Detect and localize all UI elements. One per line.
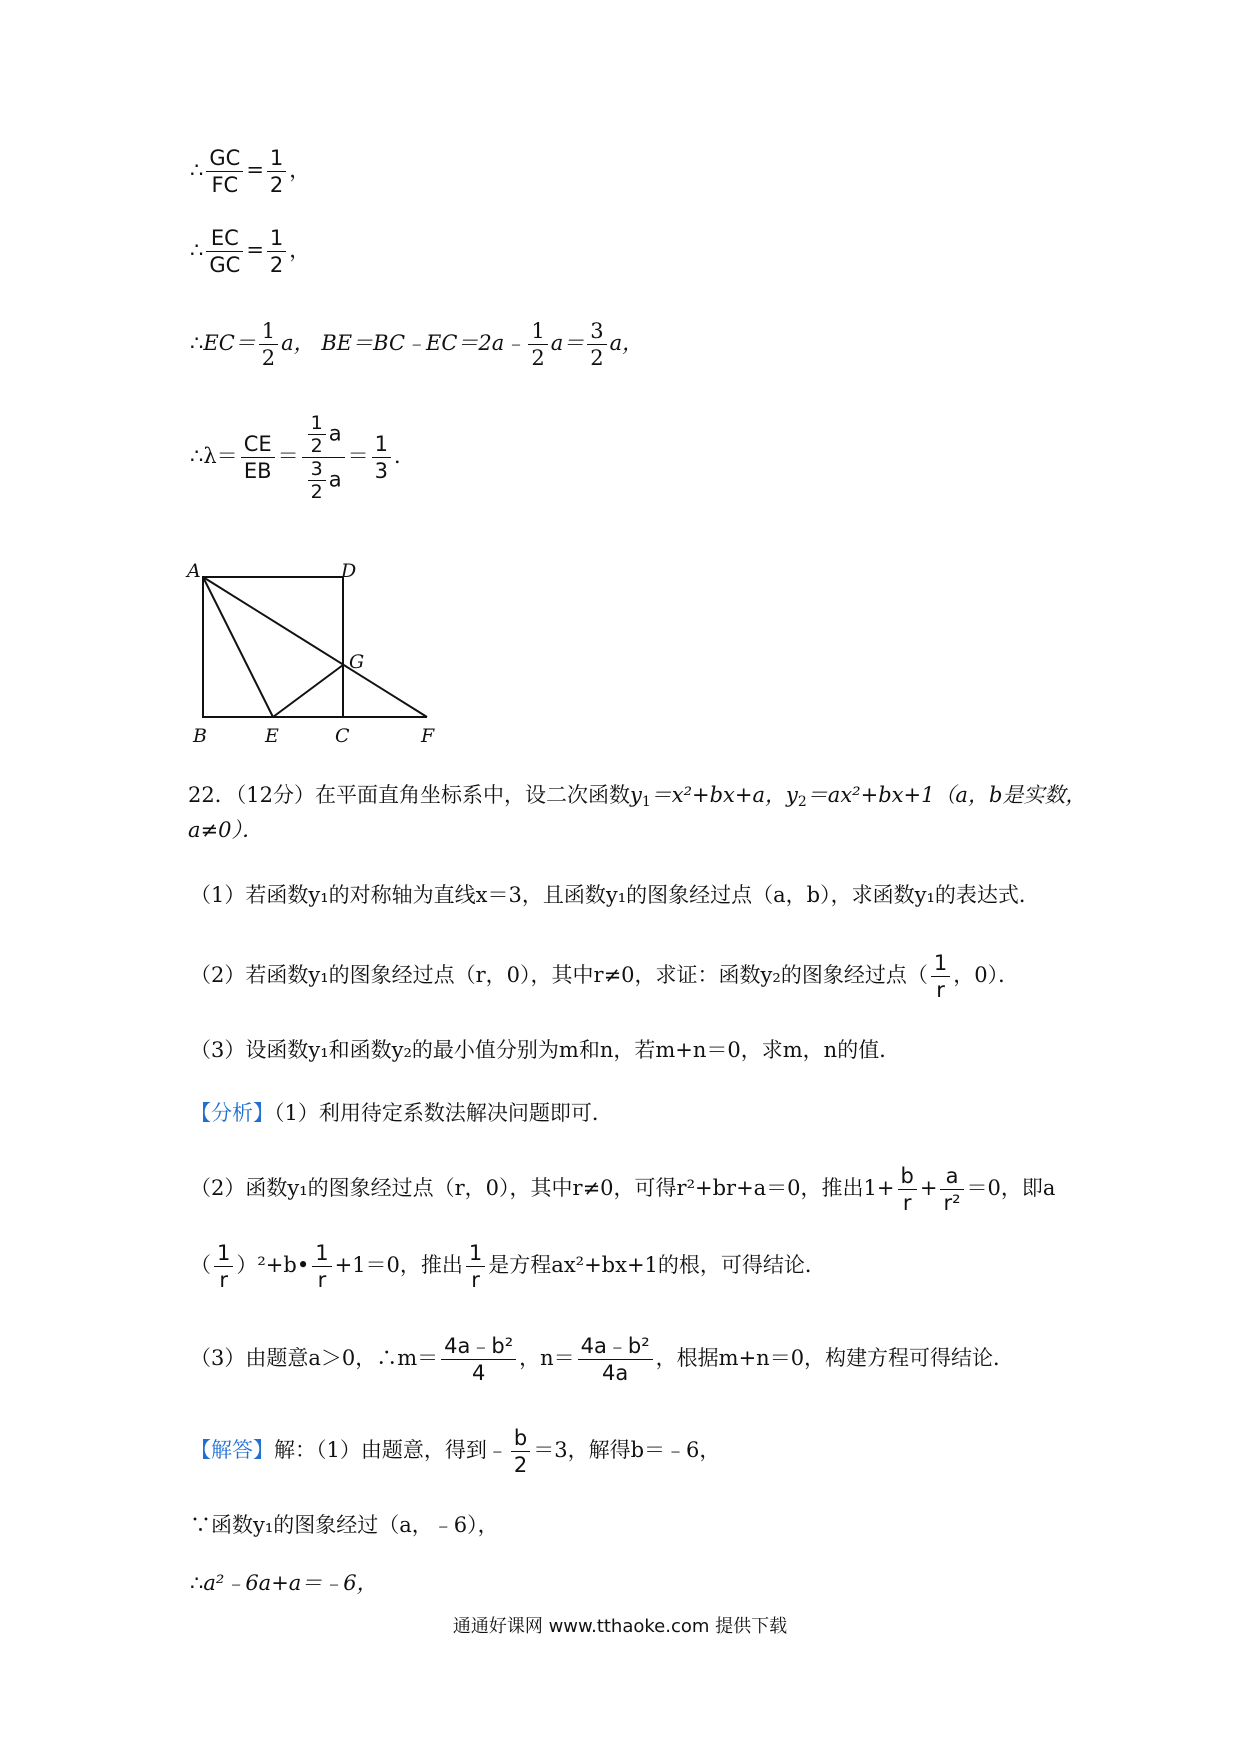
- question-part-2: （2）若函数y₁的图象经过点（r，0），其中r≠0，求证：函数y₂的图象经过点（ $\frac{1}{r}$ ，0）．: [190, 951, 1020, 1002]
- label-d: D: [341, 560, 357, 582]
- label-c: C: [335, 725, 350, 747]
- analysis-3: （3）由题意a＞0，∴m＝ $\frac{\text{4a﹣b²}}{4}$ ，n＝ $\frac{\text{4a﹣b²}}{4a}$ ，根据m+n＝0，构建方程可得结论．: [190, 1334, 1015, 1385]
- fraction: $\frac{EC}{GC}$: [206, 225, 243, 278]
- step-ec-gc: ∴ $\frac{EC}{GC}$ = $\frac{1}{2}$ ，: [190, 226, 311, 277]
- question-22-head: 22．（12分）在平面直角坐标系中，设二次函数$y_1=x^2+bx+a$，$y_2=ax^2+bx+1(a$，b是实数，: [188, 783, 1087, 810]
- fraction: $\frac{1}{2}$: [267, 225, 286, 278]
- fraction: $\frac{GC}{FC}$: [206, 145, 243, 198]
- compound-fraction: $\frac{1}{2}$ a $\frac{3}{2}$ a: [302, 412, 345, 503]
- label-e: E: [265, 725, 279, 747]
- label-b: B: [193, 725, 207, 747]
- segment-af: [203, 577, 427, 717]
- fraction: $\frac{1}{2}$: [259, 318, 278, 371]
- analysis-2: （2）函数y₁的图象经过点（r，0），其中r≠0，可得r²+br+a＝0，推出1+ $\frac{b}{r}$ + $\frac{a}{\text{r²}}$ ＝0，即a: [190, 1164, 1056, 1215]
- fraction: $\frac{\text{4a﹣b²}}{4a}$: [578, 1333, 653, 1386]
- question-22-cond: a≠0）．: [188, 818, 263, 842]
- analysis-2-cont: （ $\frac{1}{r}$ ）²+b• $\frac{1}{r}$ +1＝0，推出 $\frac{1}{r}$ 是方程ax²+bx+1的根，可得结论．: [190, 1241, 826, 1292]
- fraction: $\frac{1}{r}$: [466, 1240, 485, 1293]
- label-g: G: [349, 651, 365, 673]
- page-footer: 通通好课网 www.tthaoke.com 提供下载: [452, 1616, 788, 1637]
- fraction: $\frac{1}{r}$: [312, 1240, 331, 1293]
- fraction: $\frac{1}{2}$: [267, 145, 286, 198]
- solution-1: 【解答】解：（1）由题意，得到﹣ $\frac{b}{2}$ ＝3，解得b＝﹣6，: [190, 1426, 721, 1477]
- fraction: $\frac{\text{4a﹣b²}}{4}$: [441, 1333, 516, 1386]
- fraction: $\frac{1}{r}$: [931, 950, 950, 1003]
- question-part-3: （3）设函数y₁和函数y₂的最小值分别为m和n，若m+n＝0，求m，n的值．: [190, 1038, 901, 1062]
- step-ec-value: ∴EC＝ $\frac{1}{2}$ a， BE＝BC﹣EC＝2a﹣ $\frac{1}{2}$ a＝ $\frac{3}{2}$ a，: [190, 319, 644, 370]
- fraction: $\frac{3}{2}$: [587, 318, 606, 371]
- step-lambda: ∴λ＝ $\frac{CE}{EB}$ ＝ $\frac{1}{2}$ a $\frac{3}{2}$ a ＝ $\frac{1}{3}$ ．: [190, 412, 415, 503]
- fraction: $\frac{a}{\text{r²}}$: [940, 1163, 963, 1216]
- square-abcd: [203, 577, 343, 717]
- segment-eg: [273, 665, 343, 717]
- solution-2: ∵函数y₁的图象经过（a，﹣6），: [190, 1513, 499, 1537]
- geometry-figure: [185, 560, 445, 750]
- fraction: $\frac{b}{2}$: [511, 1425, 530, 1478]
- analysis-tag: 【分析】: [190, 1101, 274, 1125]
- label-f: F: [421, 725, 435, 747]
- fraction: $\frac{CE}{EB}$: [241, 431, 275, 484]
- fraction: $\frac{1}{r}$: [214, 1240, 233, 1293]
- fraction: $\frac{1}{2}$: [528, 318, 547, 371]
- analysis-1: 【分析】（1）利用待定系数法解决问题即可．: [190, 1101, 613, 1125]
- solution-tag: 【解答】: [190, 1438, 274, 1462]
- fraction: $\frac{b}{r}$: [898, 1163, 917, 1216]
- solution-3: ∴a²﹣6a+a＝﹣6，: [190, 1571, 378, 1595]
- label-a: A: [187, 560, 201, 582]
- step-gc-fc: ∴ $\frac{GC}{FC}$ = $\frac{1}{2}$ ，: [190, 146, 311, 197]
- fraction: $\frac{1}{3}$: [372, 431, 391, 484]
- question-part-1: （1）若函数y₁的对称轴为直线x＝3，且函数y₁的图象经过点（a，b），求函数y₁的表达式．: [190, 883, 1040, 907]
